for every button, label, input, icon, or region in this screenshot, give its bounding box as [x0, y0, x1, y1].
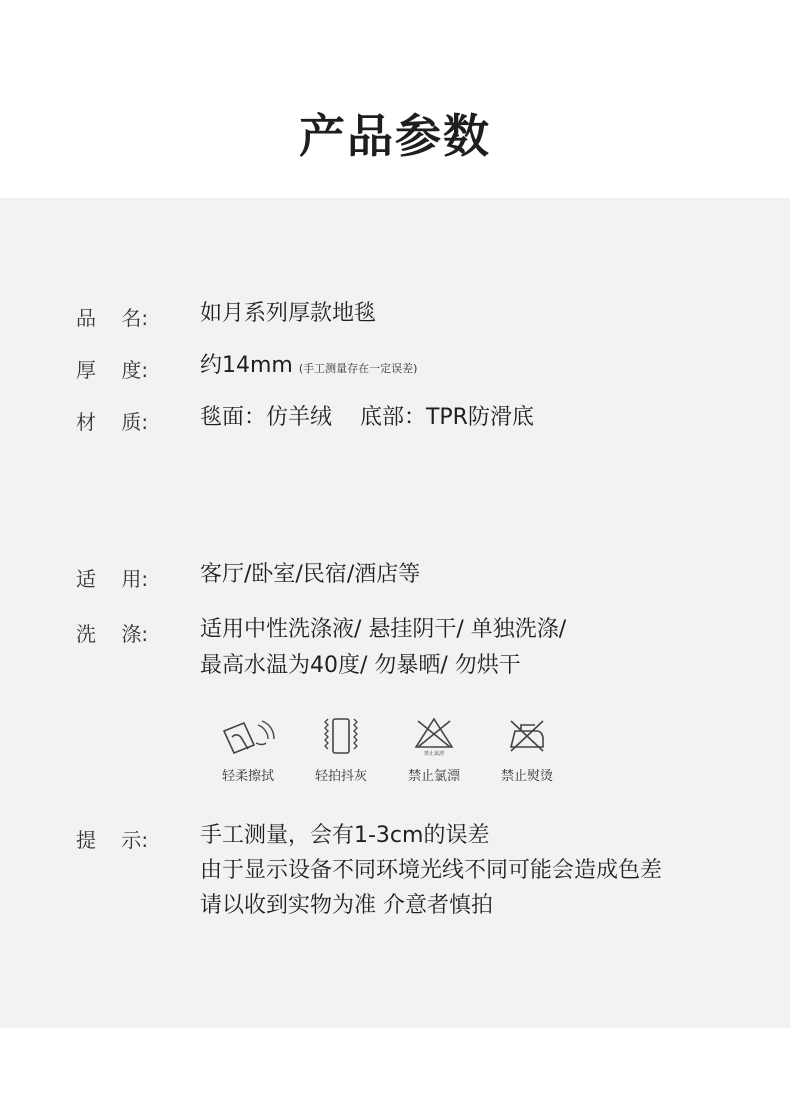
param-label-usage: 适 用:: [76, 567, 149, 591]
param-value-name: 如月系列厚款地毯: [200, 301, 377, 326]
care-label-pat-dust: 轻拍抖灰: [314, 769, 367, 784]
wipe-icon: [218, 715, 278, 757]
param-label-washing: 洗 涤:: [76, 622, 149, 646]
washing-line-2: 最高水温为40度/ 勿暴晒/ 勿烘干: [200, 653, 521, 678]
param-label-name: 品 名:: [76, 306, 149, 330]
no-iron-icon: [497, 715, 557, 757]
pat-dust-icon: [311, 715, 371, 757]
param-label-thickness: 厚 度:: [76, 358, 149, 382]
care-item-no-iron: [484, 715, 570, 784]
care-icons: [205, 715, 575, 785]
tips-line-3: 请以收到实物为准 介意者慎拍: [200, 893, 493, 918]
param-value-thickness: [200, 348, 417, 387]
no-bleach-icon-caption: 禁止氯漂: [423, 751, 445, 757]
param-label-tips: 提 示:: [76, 828, 149, 852]
tips-line-1: 手工测量，会有1-3cm的误差: [200, 823, 490, 848]
care-item-wipe: [205, 715, 291, 784]
washing-line-1: 适用中性洗涤液/ 悬挂阴干/ 单独洗涤/: [200, 617, 567, 642]
care-label-no-bleach: 禁止氯漂: [407, 769, 460, 784]
care-item-pat-dust: [298, 715, 384, 784]
thickness-value: 约14mm: [200, 353, 293, 378]
param-label-material: 材 质:: [76, 410, 149, 434]
care-label-wipe: 轻柔擦拭: [221, 769, 274, 784]
param-value-material: 毯面：仿羊绒 底部：TPR防滑底: [200, 405, 534, 430]
tips-line-2: 由于显示设备不同环境光线不同可能会造成色差: [200, 858, 663, 883]
thickness-note: (手工测量存在一定误差): [298, 362, 418, 375]
care-item-no-bleach: [391, 715, 477, 784]
no-bleach-icon: [404, 715, 464, 757]
param-value-usage: 客厅/卧室/民宿/酒店等: [200, 562, 421, 587]
page-title: 产品参数: [299, 109, 491, 163]
care-label-no-iron: 禁止熨烫: [500, 769, 553, 784]
